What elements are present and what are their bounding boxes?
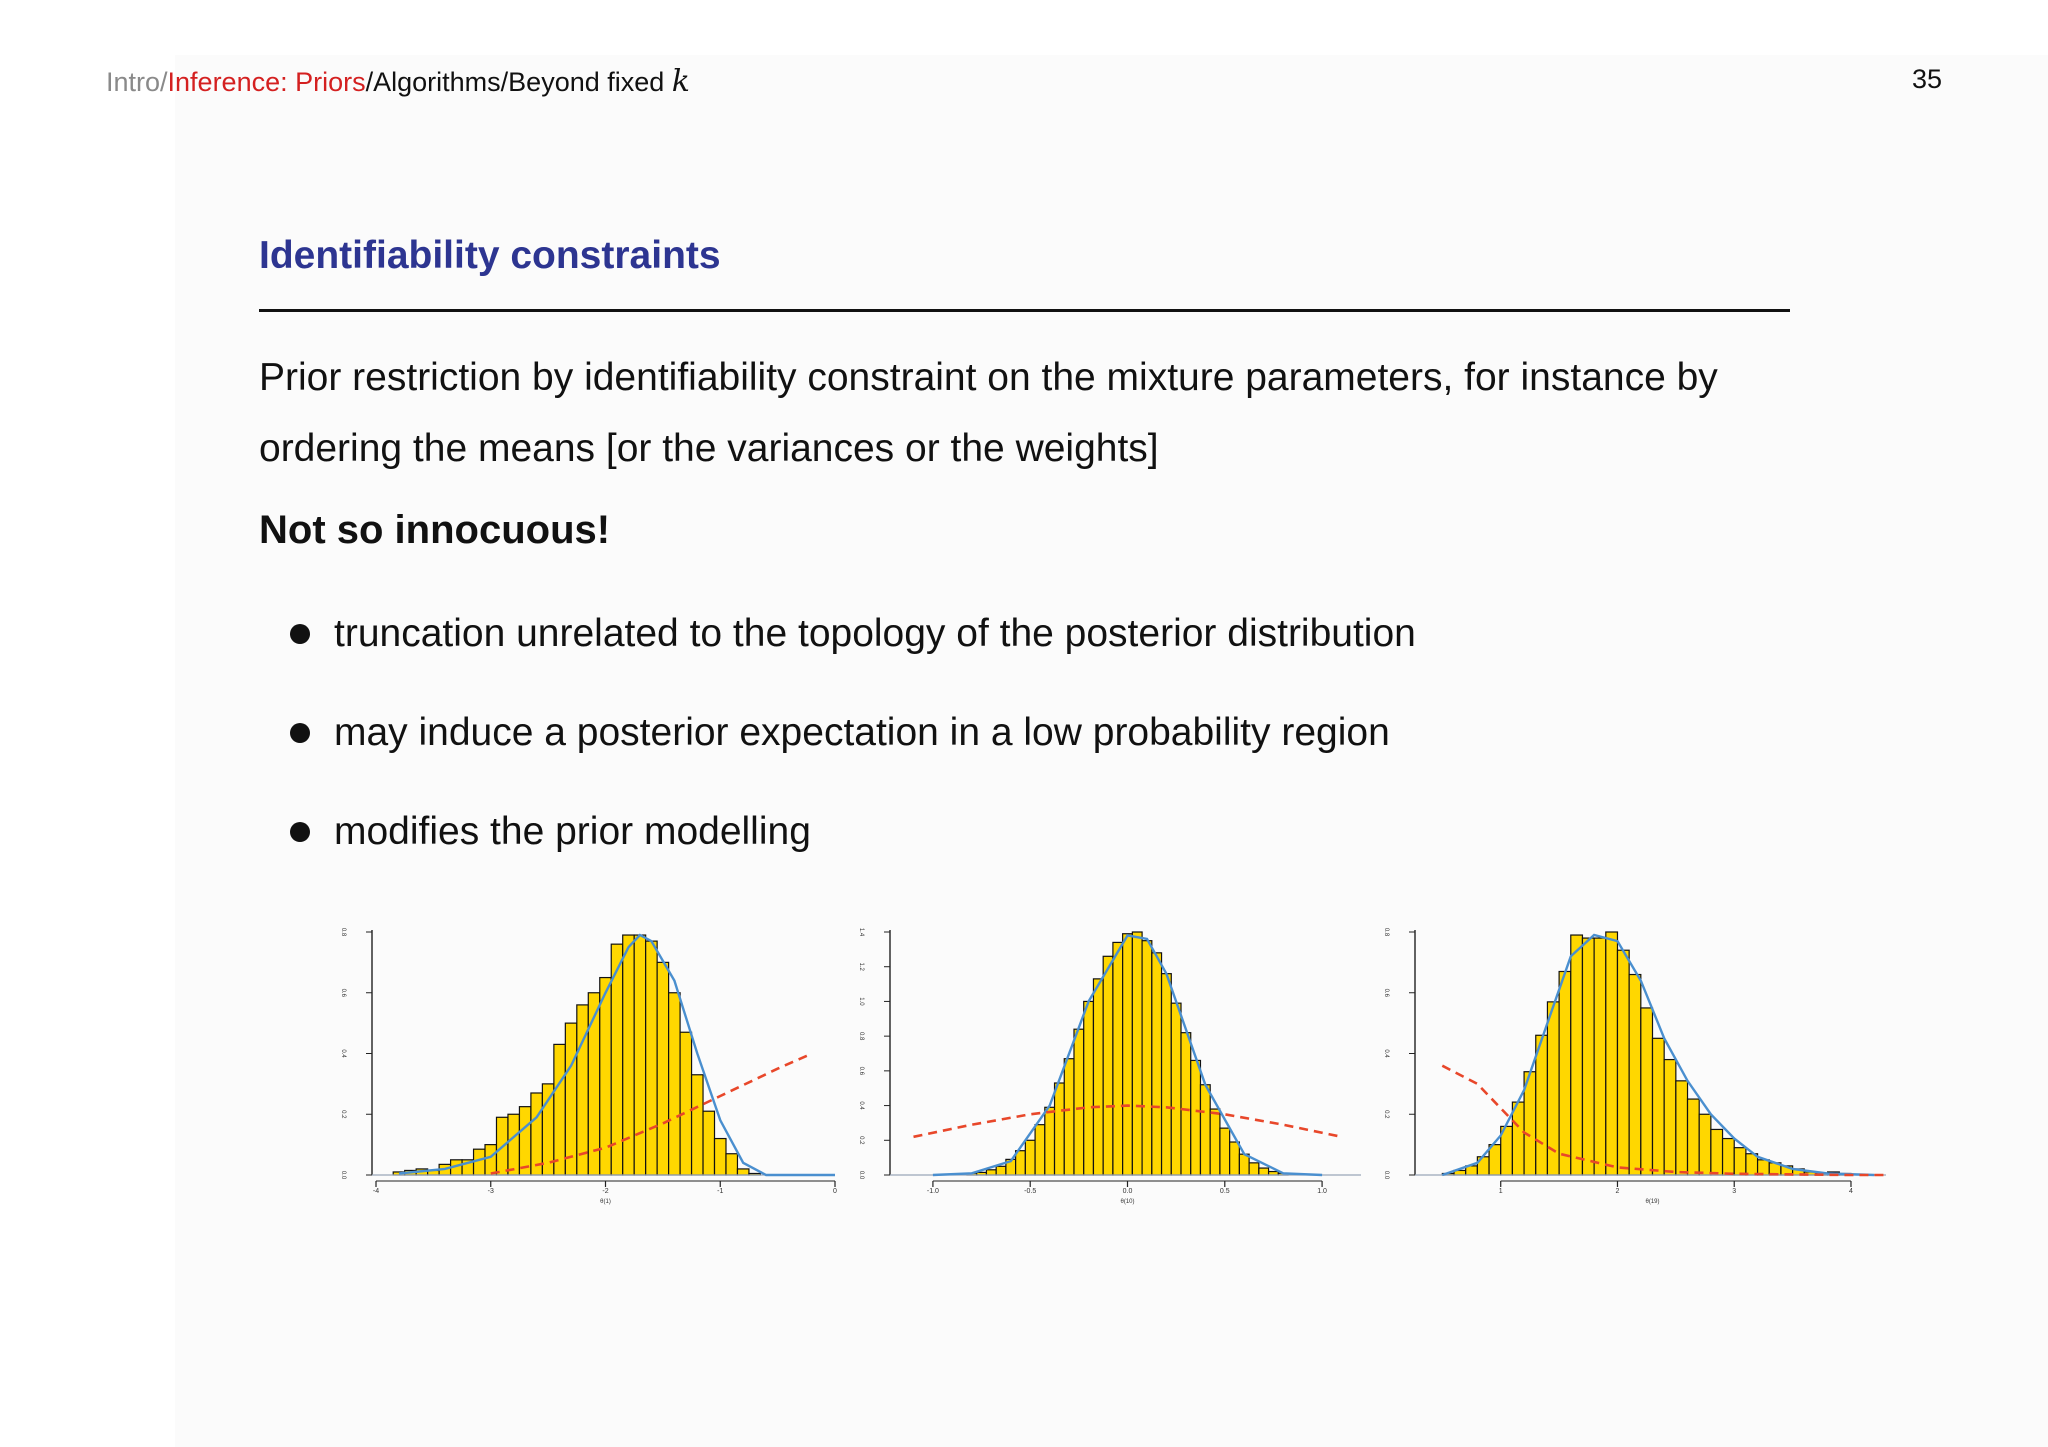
histogram-bar (1045, 1107, 1055, 1175)
y-tick-label: 0.4 (858, 1101, 864, 1110)
histogram-bar (1220, 1128, 1230, 1175)
y-tick-label: 0.8 (1383, 927, 1389, 937)
breadcrumb-k: k (671, 64, 690, 99)
x-tick-label: 0 (833, 1188, 837, 1195)
histogram-bar (1594, 938, 1606, 1175)
breadcrumb-inference-priors[interactable]: Inference: Priors (167, 67, 366, 97)
histogram-bar (565, 1023, 576, 1175)
histogram-bar (1723, 1139, 1735, 1175)
histogram-bar (1664, 1060, 1676, 1175)
histogram-bar (508, 1114, 519, 1175)
histogram-bar (1200, 1085, 1210, 1175)
histogram-bar (1489, 1145, 1501, 1175)
histogram-bar (1113, 942, 1123, 1175)
y-tick-label: 0.6 (340, 988, 346, 997)
histogram-bar (715, 1139, 726, 1175)
histogram-bar (1093, 979, 1103, 1175)
y-tick-label: 0.4 (1383, 1049, 1389, 1058)
y-tick-label: 1.4 (858, 927, 864, 937)
histogram-bar (737, 1169, 748, 1175)
histogram-bar (1103, 956, 1113, 1175)
histogram-bar (646, 941, 657, 1175)
x-tick-label: 0.5 (1219, 1188, 1230, 1195)
y-tick-label: 1.2 (858, 962, 864, 971)
histogram-bar (554, 1044, 565, 1175)
histogram-bar (1016, 1151, 1026, 1175)
y-tick-label: 0.0 (340, 1170, 346, 1180)
x-tick-label: -1.0 (926, 1188, 939, 1195)
histogram-bar (703, 1111, 714, 1175)
x-tick-label: -1 (717, 1188, 724, 1195)
histogram-bar (1688, 1099, 1700, 1175)
x-tick-label: 2 (1615, 1188, 1620, 1195)
x-axis-label: θ(19) (1645, 1199, 1660, 1205)
bullet-text: truncation unrelated to the topology of the posterior distribution (334, 612, 1416, 655)
x-tick-label: 4 (1849, 1188, 1853, 1195)
histogram-bar (1758, 1160, 1770, 1175)
y-tick-label: 0.8 (858, 1031, 864, 1041)
histogram-bar (1084, 1001, 1094, 1175)
histogram-bar (1606, 932, 1618, 1175)
histogram-bar (1653, 1038, 1665, 1175)
histogram-bar (986, 1170, 996, 1175)
histogram-bar (1559, 971, 1571, 1175)
histogram-bar (485, 1145, 496, 1175)
histogram-bar (726, 1154, 737, 1175)
y-tick-label: 0.4 (340, 1049, 346, 1058)
histogram-bar (1035, 1125, 1045, 1175)
histogram-bar (1699, 1114, 1711, 1175)
histogram-bar (1582, 938, 1594, 1175)
histogram-bar (657, 962, 668, 1175)
histogram-bar (1571, 935, 1583, 1175)
x-tick-label: 1.0 (1317, 1188, 1327, 1195)
x-tick-label: 3 (1732, 1188, 1737, 1195)
x-tick-label: -4 (372, 1188, 380, 1195)
histogram-bar (588, 993, 599, 1175)
histogram-bar (669, 993, 680, 1175)
histogram-bar (1239, 1154, 1249, 1175)
histogram-bar (1123, 934, 1133, 1175)
y-tick-label: 0.2 (1383, 1110, 1389, 1119)
histogram-bar (1641, 1008, 1653, 1175)
x-tick-label: -3 (487, 1188, 494, 1195)
histogram-bar (1617, 950, 1629, 1175)
histogram-bar (1162, 974, 1172, 1175)
x-axis-label: θ(10) (1120, 1199, 1135, 1205)
histogram-bar (1249, 1163, 1259, 1175)
y-tick-label: 0.2 (340, 1110, 346, 1119)
histogram-bar (1074, 1029, 1084, 1175)
histogram-bar (1142, 941, 1152, 1175)
histogram-bar (1676, 1081, 1688, 1175)
breadcrumb-rest[interactable]: /Algorithms/Beyond fixed (365, 67, 672, 97)
slide-title: Identifiability constraints (259, 234, 721, 277)
x-tick-label: 1 (1498, 1188, 1503, 1195)
histogram-bar (1711, 1129, 1723, 1175)
bullet-text: may induce a posterior expectation in a low probability region (334, 711, 1390, 754)
histogram-bar (1230, 1142, 1240, 1175)
page-number: 35 (1911, 64, 1942, 94)
y-tick-label: 0.6 (858, 1066, 864, 1076)
histogram-bar (1629, 975, 1641, 1175)
y-tick-label: 0.0 (858, 1170, 864, 1180)
emphasis-line: Not so innocuous! (259, 508, 611, 552)
x-tick-label: 0.0 (1122, 1188, 1133, 1195)
histogram-bar (1132, 932, 1142, 1175)
x-axis-label: θ(1) (600, 1199, 611, 1205)
y-tick-label: 0.0 (1383, 1170, 1389, 1180)
histogram-bar (1152, 953, 1162, 1175)
x-tick-label: -2 (602, 1188, 609, 1195)
histogram-bar (1064, 1059, 1074, 1175)
histogram-bar (531, 1093, 542, 1175)
histogram-bar (1025, 1140, 1035, 1175)
y-tick-label: 0.2 (858, 1136, 864, 1145)
histogram-bar (634, 935, 645, 1175)
intro-paragraph: Prior restriction by identifiability constraint on the mixture parameters, for instance by ordering the means [or the variances or the weights] (259, 356, 1718, 470)
histogram-bar (1536, 1035, 1548, 1175)
histogram-bar (1259, 1168, 1269, 1175)
histogram-bar (1191, 1060, 1201, 1175)
histogram-bar (1734, 1148, 1746, 1175)
histogram-bar (1181, 1033, 1191, 1175)
histogram-bar (680, 1032, 691, 1175)
histogram-bar (1171, 1003, 1181, 1175)
x-tick-label: -0.5 (1024, 1188, 1037, 1195)
y-tick-label: 0.8 (340, 927, 346, 937)
y-tick-label: 0.6 (1383, 988, 1389, 997)
histogram-bar (996, 1166, 1006, 1175)
histogram-bar (1512, 1102, 1524, 1175)
histogram-bar (692, 1075, 703, 1175)
bullet-text: modifies the prior modelling (334, 810, 811, 853)
histogram-bar (1210, 1109, 1220, 1175)
histogram-bar (519, 1107, 530, 1175)
histogram-bar (1055, 1083, 1065, 1175)
y-tick-label: 1.0 (858, 997, 864, 1006)
breadcrumb-intro[interactable]: Intro/ (106, 67, 168, 97)
